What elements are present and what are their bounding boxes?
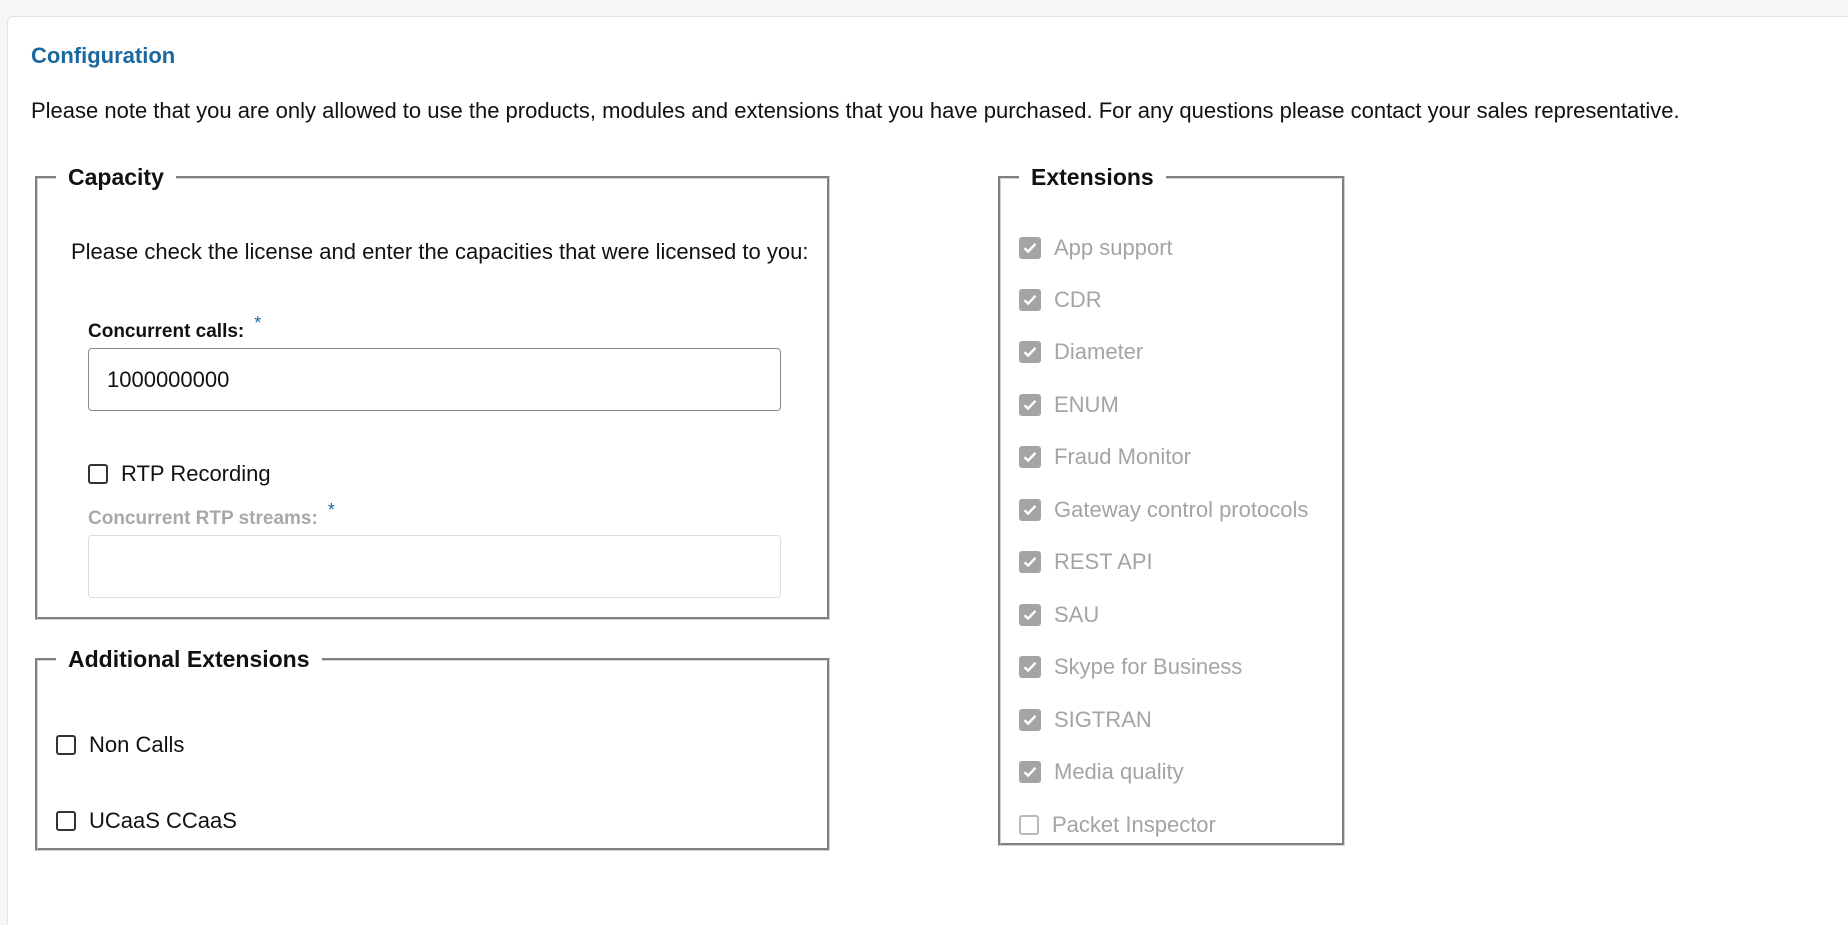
rtp-streams-label-row [88,500,335,530]
extension-item [1019,759,1184,785]
check-icon [1019,761,1041,783]
required-asterisk: * [254,313,262,333]
non-calls-checkbox[interactable] [56,735,76,755]
extension-label: SIGTRAN [1054,707,1152,732]
extension-label: Diameter [1054,339,1144,364]
extension-item [1019,549,1153,575]
extension-label: App support [1054,235,1173,260]
extension-label: Skype for Business [1054,654,1243,679]
extension-item [1019,497,1308,523]
extension-label: Media quality [1054,759,1184,784]
non-calls-label[interactable]: Non Calls [89,732,185,757]
capacity-fieldset [35,164,830,620]
additional-extensions-fieldset [35,646,830,851]
check-icon [1019,289,1041,311]
concurrent-calls-label-row [88,313,262,343]
extension-item [1019,235,1173,261]
rtp-recording-checkbox[interactable] [88,464,108,484]
additional-extensions-legend: Additional Extensions [68,646,310,672]
extension-item [1019,444,1191,470]
rtp-streams-input [88,535,781,598]
check-icon [1019,656,1041,678]
extension-label: ENUM [1054,392,1119,417]
check-icon [1019,499,1041,521]
check-icon [1019,551,1041,573]
concurrent-calls-label: Concurrent calls: [88,321,245,342]
extension-label: Fraud Monitor [1054,444,1191,469]
check-icon [1019,394,1041,416]
extension-label: Packet Inspector [1052,812,1216,837]
concurrent-calls-input[interactable] [88,348,781,411]
check-icon [1019,709,1041,731]
extension-item [1019,654,1242,680]
extension-label: REST API [1054,549,1153,574]
ucaas-ccaas-checkbox-row[interactable] [56,808,237,834]
page-title: Configuration [31,43,176,68]
checkbox-empty-icon [1019,815,1039,835]
required-asterisk: * [327,500,335,520]
extension-item [1019,602,1099,628]
non-calls-checkbox-row[interactable] [56,732,184,758]
license-note: Please note that you are only allowed to use the products, modules and extensions that you have purchased. For any questions please contact your sales representative. [31,98,1680,123]
extension-label: SAU [1054,602,1100,627]
check-icon [1019,341,1041,363]
extension-item [1019,812,1216,838]
check-icon [1019,446,1041,468]
extensions-fieldset [998,164,1345,846]
ucaas-ccaas-label[interactable]: UCaaS CCaaS [89,808,237,833]
extension-item [1019,392,1119,418]
extension-item [1019,339,1143,365]
check-icon [1019,604,1041,626]
capacity-legend: Capacity [68,164,164,190]
extensions-legend: Extensions [1031,164,1154,190]
ucaas-ccaas-checkbox[interactable] [56,811,76,831]
rtp-streams-label: Concurrent RTP streams: [88,508,318,529]
rtp-recording-checkbox-row[interactable] [88,461,271,487]
extension-item [1019,707,1152,733]
rtp-recording-label[interactable]: RTP Recording [121,461,271,486]
extension-label: CDR [1054,287,1102,312]
extension-label: Gateway control protocols [1054,497,1309,522]
check-icon [1019,237,1041,259]
extension-item [1019,287,1102,313]
capacity-description: Please check the license and enter the capacities that were licensed to you: [71,239,809,264]
